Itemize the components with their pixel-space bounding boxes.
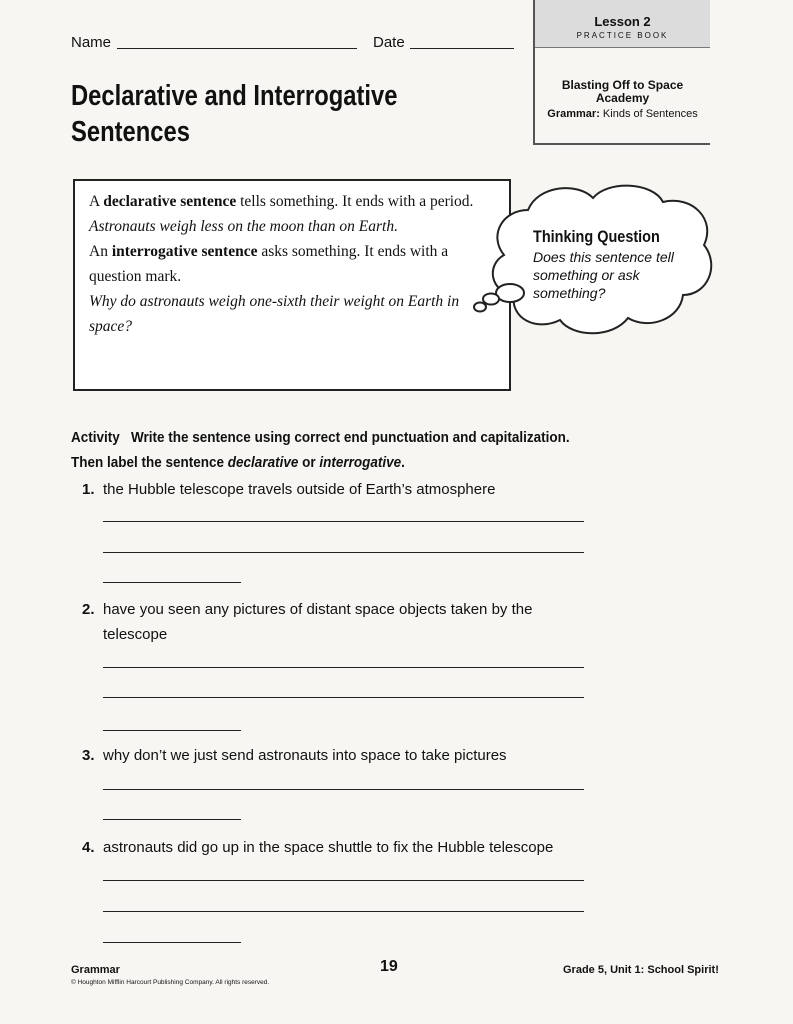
answer-line[interactable] (103, 697, 584, 698)
example-declarative: Astronauts weigh less on the moon than on Earth. (89, 218, 398, 235)
program-box (533, 47, 710, 145)
question-text: the Hubble telescope travels outside of Earth’s atmosphere (103, 481, 496, 498)
footer-copyright: © Houghton Mifflin Harcourt Publishing Company. All rights reserved. (71, 979, 270, 986)
question-number: 3. (82, 747, 95, 764)
label-line[interactable] (103, 582, 241, 583)
answer-line[interactable] (103, 880, 584, 881)
thinking-question-text: Does this sentence tell something or ask something? (533, 249, 674, 301)
footer-unit: Grade 5, Unit 1: School Spirit! (563, 964, 719, 976)
page-title-line2: Sentences (71, 116, 190, 148)
question-number: 2. (82, 601, 95, 618)
term-declarative: declarative sentence (103, 193, 237, 210)
name-label: Name (71, 34, 112, 51)
activity-text: Write the sentence using correct end punctuation and capitalization. Then label the sentence (71, 429, 570, 471)
question-3 (82, 743, 562, 768)
lesson-title: Lesson 2 (594, 14, 651, 29)
rule-text: An (89, 243, 112, 260)
thinking-question-title: Thinking Question (533, 227, 660, 246)
lesson-subtitle: PRACTICE BOOK (576, 31, 669, 40)
activity-instructions (71, 425, 575, 475)
lesson-badge (533, 0, 710, 48)
answer-line[interactable] (103, 552, 584, 553)
term-interrogative: interrogative sentence (111, 243, 258, 260)
question-number: 4. (82, 839, 95, 856)
program-title-line1: Blasting Off to Space (561, 78, 684, 92)
rule-text: tells something. It ends with a period. (236, 193, 474, 210)
date-label: Date (373, 34, 405, 51)
answer-line[interactable] (103, 789, 584, 790)
question-text: astronauts did go up in the space shuttle to fix the Hubble telescope (103, 839, 554, 856)
question-1 (82, 477, 562, 502)
grammar-label: Grammar: (547, 108, 600, 120)
activity-term-interrogative: interrogative (319, 454, 402, 471)
name-field[interactable] (117, 48, 357, 49)
question-number: 1. (82, 481, 95, 498)
activity-text: . (401, 454, 405, 471)
bubble-dot-small (474, 303, 486, 312)
rule-box (73, 179, 511, 391)
rule-text: A (89, 193, 104, 210)
page-number: 19 (380, 958, 398, 975)
date-field[interactable] (410, 48, 514, 49)
bubble-dot-large (496, 284, 524, 302)
label-line[interactable] (103, 942, 241, 943)
rule-text: asks something. It ends with a question mark. (89, 243, 449, 285)
answer-line[interactable] (103, 521, 584, 522)
page-title (71, 78, 397, 150)
answer-line[interactable] (103, 911, 584, 912)
question-4 (82, 835, 572, 860)
question-text: have you seen any pictures of distant space objects taken by the telescope (103, 601, 533, 643)
activity-term-declarative: declarative (227, 454, 299, 471)
footer-subject: Grammar (71, 964, 120, 976)
label-line[interactable] (103, 819, 241, 820)
rule-interrogative (89, 239, 495, 289)
grammar-topic: Kinds of Sentences (602, 108, 698, 120)
page-title-line1: Declarative and Interrogative (71, 80, 398, 112)
rule-declarative (89, 189, 495, 214)
bubble-dot-medium (483, 294, 499, 305)
activity-text: or (298, 454, 320, 471)
label-line[interactable] (103, 730, 241, 731)
answer-line[interactable] (103, 667, 584, 668)
question-text: why don’t we just send astronauts into space to take pictures (103, 747, 507, 764)
activity-label: Activity (71, 429, 120, 446)
question-2 (82, 597, 562, 647)
example-interrogative: Why do astronauts weigh one-sixth their weight on Earth in space? (89, 293, 460, 335)
program-title-line2: Academy (595, 91, 650, 105)
